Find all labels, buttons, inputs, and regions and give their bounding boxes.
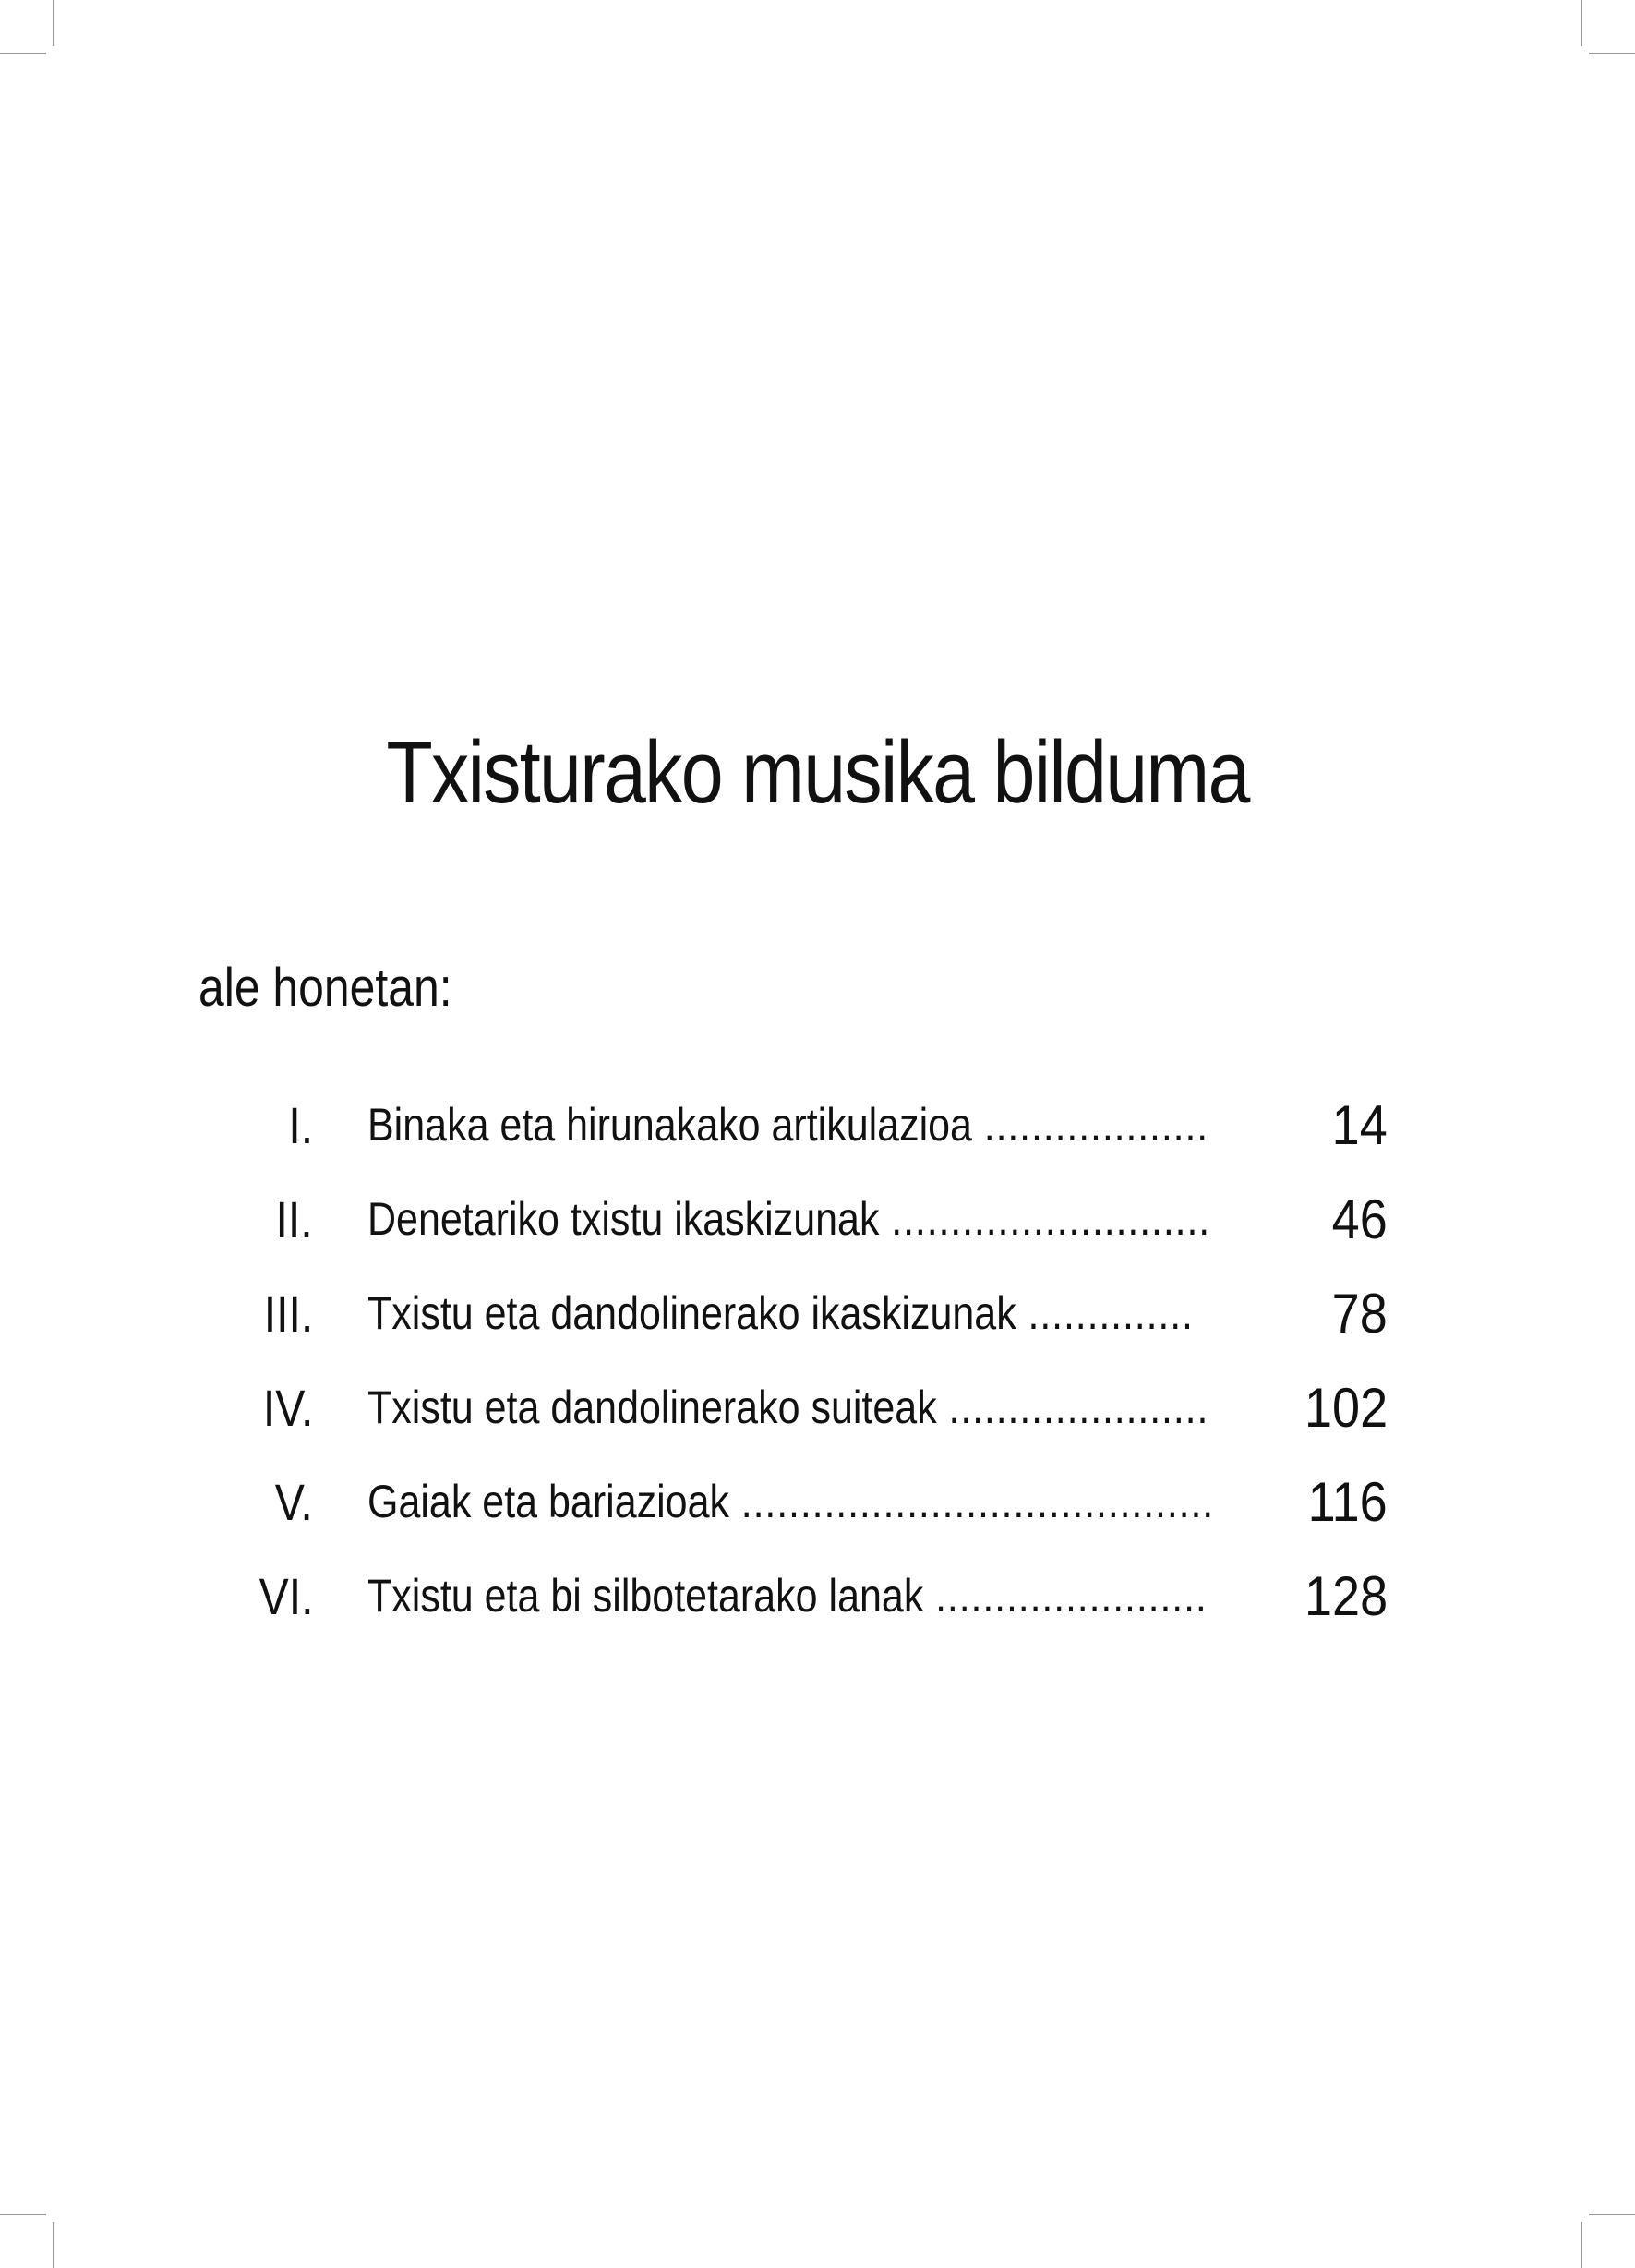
- toc-item-leader: .......................: [923, 1570, 1208, 1622]
- toc-item-page: 128: [1304, 1565, 1388, 1627]
- toc-item-numeral: IV.: [262, 1379, 313, 1437]
- crop-mark-top-right-horizontal: [1589, 53, 1635, 54]
- toc-item: [0, 1080, 1635, 1173]
- toc-item-page: 102: [1304, 1377, 1388, 1439]
- toc-item-leader: ...................: [971, 1099, 1209, 1151]
- toc-item-page: 14: [1331, 1094, 1388, 1156]
- toc-item: [0, 1175, 1635, 1267]
- toc-item-entry: [367, 1474, 1268, 1529]
- toc-item-numeral: V.: [274, 1473, 313, 1531]
- crop-mark-top-right-vertical: [1581, 0, 1582, 46]
- toc-item-label: Denetariko txistu ikaskizunak: [367, 1193, 880, 1245]
- toc-item-page: 78: [1331, 1283, 1388, 1345]
- toc-heading: ale honetan:: [198, 958, 452, 1018]
- toc-item-entry: [367, 1191, 1268, 1247]
- toc-item: [0, 1363, 1635, 1455]
- toc-item-leader: ........................................: [728, 1476, 1215, 1527]
- toc-item-label: Gaiak eta bariazioak: [367, 1476, 729, 1527]
- toc-item-numeral: III.: [263, 1285, 313, 1343]
- toc-item-numeral: VI.: [258, 1567, 313, 1625]
- toc-item: [0, 1269, 1635, 1361]
- toc-item-label: Txistu eta bi silbotetarako lanak: [367, 1570, 924, 1622]
- crop-mark-top-left-horizontal: [0, 53, 46, 54]
- crop-mark-top-left-vertical: [53, 0, 54, 46]
- crop-mark-bottom-left-vertical: [53, 2222, 54, 2268]
- toc-item: [0, 1551, 1635, 1644]
- toc-item-entry: [367, 1285, 1268, 1341]
- toc-item-entry: [367, 1097, 1268, 1152]
- toc-item-numeral: II.: [275, 1190, 313, 1249]
- toc-item-label: Txistu eta dandolinerako ikaskizunak: [367, 1287, 1016, 1339]
- crop-mark-bottom-right-horizontal: [1589, 2214, 1635, 2215]
- toc-item-leader: ......................: [936, 1381, 1209, 1433]
- toc-item-leader: ...........................: [879, 1193, 1211, 1245]
- crop-mark-bottom-left-horizontal: [0, 2214, 46, 2215]
- toc-item-page: 116: [1307, 1471, 1388, 1533]
- crop-mark-bottom-right-vertical: [1581, 2222, 1582, 2268]
- toc-item-numeral: I.: [288, 1096, 313, 1154]
- toc-item-page: 46: [1331, 1188, 1388, 1250]
- toc-item-entry: [367, 1380, 1268, 1435]
- toc-item-label: Binaka eta hirunakako artikulazioa: [367, 1099, 972, 1151]
- toc-item: [0, 1457, 1635, 1550]
- toc-item-entry: [367, 1568, 1268, 1623]
- page-title: Txisturako musika bilduma: [386, 723, 1249, 822]
- toc-item-leader: ..............: [1016, 1287, 1194, 1339]
- toc-item-label: Txistu eta dandolinerako suiteak: [367, 1381, 937, 1433]
